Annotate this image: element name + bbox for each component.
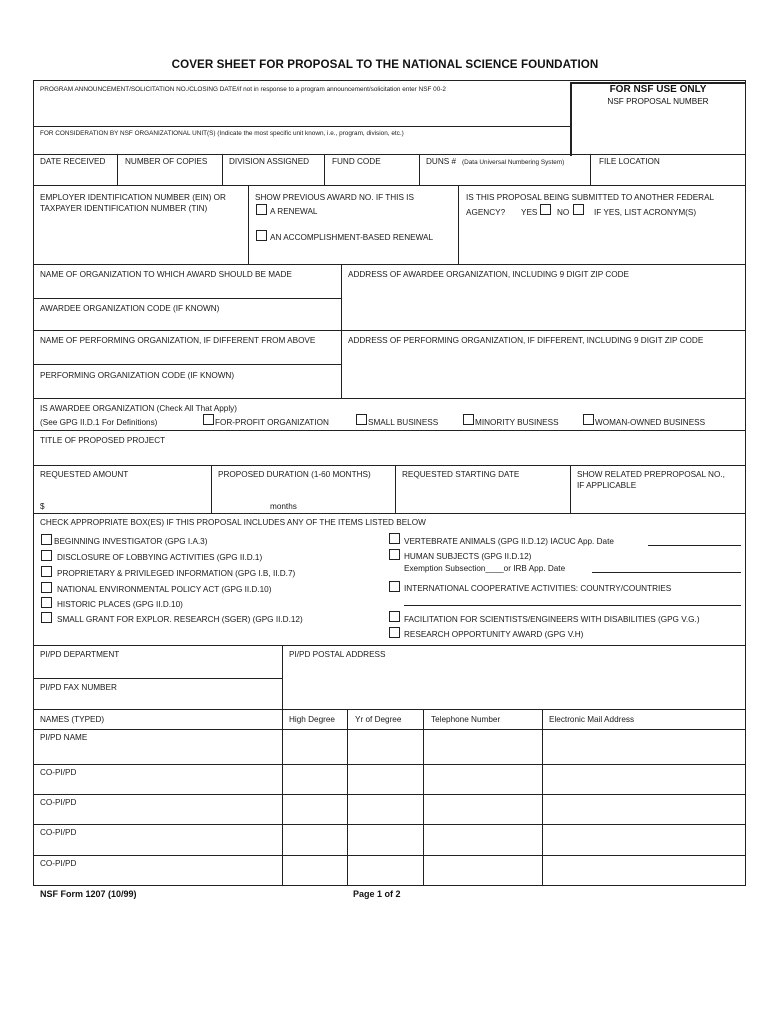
minority-business-label: MINORITY BUSINESS: [475, 418, 559, 427]
small-business-label: SMALL BUSINESS: [368, 418, 439, 427]
left-item-checkbox[interactable]: [41, 566, 52, 577]
awardee-type-label: IS AWARDEE ORGANIZATION (Check All That Apply): [40, 404, 237, 413]
awardee-code-label: AWARDEE ORGANIZATION CODE (IF KNOWN): [40, 304, 220, 313]
starting-date-label: REQUESTED STARTING DATE: [402, 470, 520, 479]
divider: [33, 364, 341, 365]
divider: [33, 430, 746, 431]
duns-label: DUNS #: [426, 157, 457, 166]
divider: [33, 729, 746, 730]
divider: [33, 764, 746, 765]
person-row-label: CO-PI/PD: [40, 828, 77, 837]
names-header: NAMES (TYPED): [40, 715, 105, 724]
form-number: NSF Form 1207 (10/99): [40, 889, 137, 899]
project-title-field[interactable]: [36, 448, 742, 464]
divider: [33, 298, 341, 299]
iacuc-date-line[interactable]: [648, 545, 741, 546]
divider: [347, 709, 348, 886]
left-item-checkbox[interactable]: [41, 550, 52, 561]
preproposal-label-line2: IF APPLICABLE: [577, 481, 637, 490]
divider: [341, 264, 342, 398]
divider: [33, 185, 746, 186]
person-row-label: PI/PD NAME: [40, 733, 88, 742]
renewal-label: A RENEWAL: [270, 207, 318, 216]
divider: [117, 154, 118, 185]
accomplishment-renewal-checkbox[interactable]: [256, 230, 267, 241]
accomplishment-renewal-label: AN ACCOMPLISHMENT-BASED RENEWAL: [270, 233, 434, 242]
other-agency-label: IS THIS PROPOSAL BEING SUBMITTED TO ANOTHER FEDERAL: [466, 193, 715, 202]
agency-label: AGENCY?: [466, 208, 506, 217]
divider: [222, 154, 223, 185]
consideration-field[interactable]: [36, 140, 566, 154]
divider: [570, 465, 571, 513]
performing-org-address-label: ADDRESS OF PERFORMING ORGANIZATION, IF DIFFERENT, INCLUDING 9 DIGIT ZIP CODE: [348, 336, 704, 345]
project-title-label: TITLE OF PROPOSED PROJECT: [40, 436, 166, 445]
divider: [33, 264, 746, 265]
org-address-label: ADDRESS OF AWARDEE ORGANIZATION, INCLUDING 9 DIGIT ZIP CODE: [348, 270, 629, 279]
left-item-label: PROPRIETARY & PRIVILEGED INFORMATION (GPG I.B, II.D.7): [57, 569, 296, 578]
human-subjects-label: HUMAN SUBJECTS (GPG II.D.12): [404, 552, 532, 561]
international-checkbox[interactable]: [389, 581, 400, 592]
irb-date-line[interactable]: [592, 572, 741, 573]
left-item-label: HISTORIC PLACES (GPG II.D.10): [57, 600, 183, 609]
person-row-label: CO-PI/PD: [40, 798, 77, 807]
left-item-checkbox[interactable]: [41, 612, 52, 623]
divider: [33, 824, 746, 825]
divider: [33, 855, 746, 856]
left-item-label: NATIONAL ENVIRONMENTAL POLICY ACT (GPG II.D.10): [57, 585, 272, 594]
divider: [33, 465, 746, 466]
international-label: INTERNATIONAL COOPERATIVE ACTIVITIES: COUNTRY/COUNTRIES: [404, 584, 672, 593]
months-label: months: [270, 502, 297, 511]
minority-business-checkbox[interactable]: [463, 414, 474, 425]
divider: [33, 794, 746, 795]
preproposal-label-line1: SHOW RELATED PREPROPOSAL NO.,: [577, 470, 725, 479]
org-name-label: NAME OF ORGANIZATION TO WHICH AWARD SHOULD BE MADE: [40, 270, 292, 279]
human-subjects-checkbox[interactable]: [389, 549, 400, 560]
divider: [395, 465, 396, 513]
page-number: Page 1 of 2: [353, 889, 401, 899]
divider: [33, 398, 746, 399]
email-header: Electronic Mail Address: [549, 715, 635, 724]
performing-code-label: PERFORMING ORGANIZATION CODE (IF KNOWN): [40, 371, 235, 380]
divider: [458, 185, 459, 264]
nsf-proposal-number-label: NSF PROPOSAL NUMBER: [607, 97, 709, 106]
left-item-checkbox[interactable]: [41, 597, 52, 608]
left-item-label: BEGINNING INVESTIGATOR (GPG I.A.3): [54, 537, 208, 546]
left-item-label: DISCLOSURE OF LOBBYING ACTIVITIES (GPG II.D.1): [57, 553, 263, 562]
divider: [590, 154, 591, 185]
pi-postal-label: PI/PD POSTAL ADDRESS: [289, 650, 386, 659]
nsf-use-only-heading: FOR NSF USE ONLY: [609, 84, 707, 95]
dollar-sign: $: [40, 502, 45, 511]
left-item-checkbox[interactable]: [41, 582, 52, 593]
divider: [211, 465, 212, 513]
left-item-checkbox[interactable]: [41, 534, 52, 545]
file-location-label: FILE LOCATION: [599, 157, 660, 166]
degree-header: High Degree: [289, 715, 335, 724]
roa-label: RESEARCH OPPORTUNITY AWARD (GPG V.H): [404, 630, 584, 639]
divider: [33, 678, 282, 679]
check-items-label: CHECK APPROPRIATE BOX(ES) IF THIS PROPOSAL INCLUDES ANY OF THE ITEMS LISTED BELOW: [40, 518, 426, 527]
left-item-label: SMALL GRANT FOR EXPLOR. RESEARCH (SGER) (GPG II.D.12): [57, 615, 303, 624]
fund-code-label: FUND CODE: [332, 157, 381, 166]
divider: [33, 513, 746, 514]
facilitation-checkbox[interactable]: [389, 611, 400, 622]
divider: [423, 709, 424, 886]
divider: [248, 185, 249, 264]
divider: [419, 154, 420, 185]
no-label: NO: [557, 208, 570, 217]
person-row-label: CO-PI/PD: [40, 859, 77, 868]
pi-fax-label: PI/PD FAX NUMBER: [40, 683, 117, 692]
vertebrate-checkbox[interactable]: [389, 533, 400, 544]
countries-line[interactable]: [404, 605, 741, 606]
facilitation-label: FACILITATION FOR SCIENTISTS/ENGINEERS WITH DISABILITIES (GPG V.G.): [404, 615, 700, 624]
performing-org-name-label: NAME OF PERFORMING ORGANIZATION, IF DIFFERENT FROM ABOVE: [40, 336, 316, 345]
awardee-type-note: (See GPG II.D.1 For Definitions): [40, 418, 158, 427]
form-title: COVER SHEET FOR PROPOSAL TO THE NATIONAL SCIENCE FOUNDATION: [171, 58, 599, 71]
ein-label-line2: TAXPAYER IDENTIFICATION NUMBER (TIN): [40, 204, 208, 213]
vertebrate-label: VERTEBRATE ANIMALS (GPG II.D.12) IACUC App. Date: [404, 537, 614, 546]
for-profit-checkbox[interactable]: [203, 414, 214, 425]
date-received-label: DATE RECEIVED: [40, 157, 106, 166]
program-announcement-label: PROGRAM ANNOUNCEMENT/SOLICITATION NO./CLOSING DATE/if not in response to a program announcement/solicitation enter NSF 00-2: [40, 86, 446, 93]
division-assigned-label: DIVISION ASSIGNED: [229, 157, 310, 166]
previous-award-label: SHOW PREVIOUS AWARD NO. IF THIS IS: [255, 193, 414, 202]
acronyms-label: IF YES, LIST ACRONYM(S): [594, 208, 697, 217]
renewal-checkbox[interactable]: [256, 204, 267, 215]
roa-checkbox[interactable]: [389, 627, 400, 638]
yes-checkbox[interactable]: [540, 204, 551, 215]
divider: [33, 126, 570, 127]
divider: [33, 330, 746, 331]
person-row-label: CO-PI/PD: [40, 768, 77, 777]
ein-label-line1: EMPLOYER IDENTIFICATION NUMBER (EIN) OR: [40, 193, 226, 202]
requested-amount-label: REQUESTED AMOUNT: [40, 470, 129, 479]
program-announcement-field[interactable]: [36, 96, 566, 126]
divider: [33, 709, 746, 710]
no-checkbox[interactable]: [573, 204, 584, 215]
woman-owned-label: WOMAN-OWNED BUSINESS: [595, 418, 706, 427]
proposed-duration-label: PROPOSED DURATION (1-60 MONTHS): [218, 470, 371, 479]
divider: [282, 645, 283, 886]
divider: [33, 645, 746, 646]
woman-owned-checkbox[interactable]: [583, 414, 594, 425]
yes-label: YES: [521, 208, 538, 217]
for-profit-label: FOR-PROFIT ORGANIZATION: [215, 418, 329, 427]
exemption-label: Exemption Subsection____or IRB App. Date: [404, 564, 566, 573]
year-header: Yr of Degree: [355, 715, 402, 724]
consideration-label: FOR CONSIDERATION BY NSF ORGANIZATIONAL UNIT(S) (Indicate the most specific unit known, i.e., program, division, etc.): [40, 130, 404, 137]
small-business-checkbox[interactable]: [356, 414, 367, 425]
divider: [33, 154, 746, 155]
phone-header: Telephone Number: [431, 715, 501, 724]
divider: [542, 709, 543, 886]
divider: [324, 154, 325, 185]
duns-note: (Data Universal Numbering System): [462, 159, 565, 166]
number-of-copies-label: NUMBER OF COPIES: [125, 157, 208, 166]
pi-department-label: PI/PD DEPARTMENT: [40, 650, 120, 659]
